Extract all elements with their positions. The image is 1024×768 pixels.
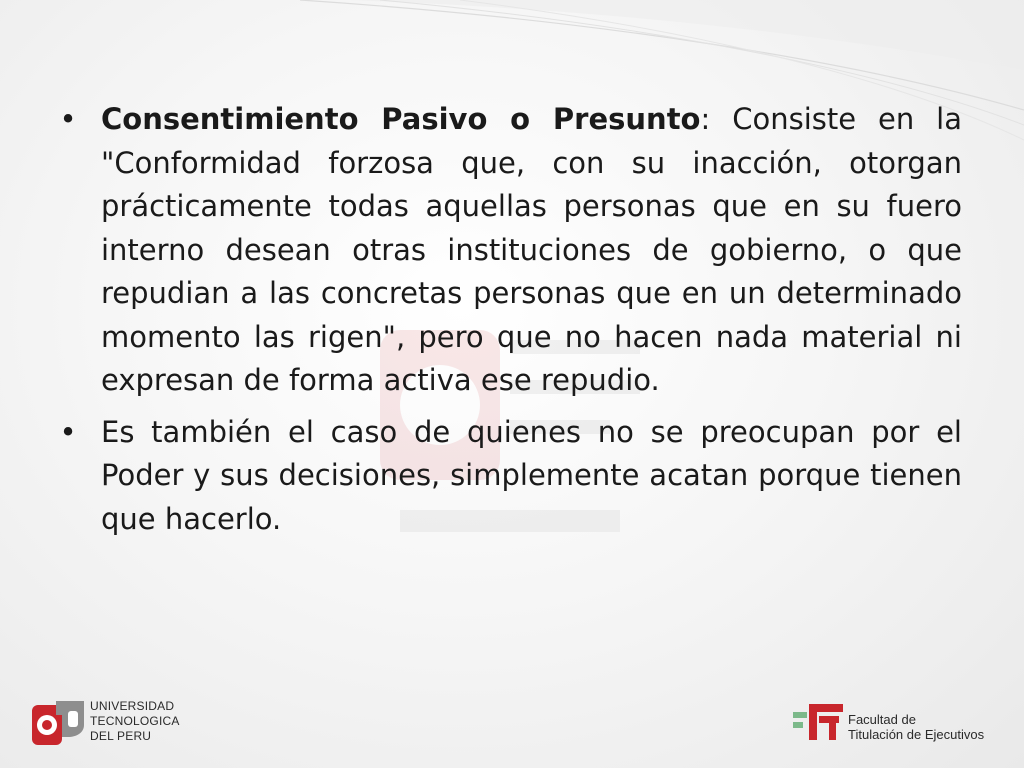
utp-logo [30, 695, 190, 755]
utp-logo-text [90, 699, 180, 744]
bullet-text: Es también el caso de quienes no se preocupan por el Poder y sus decisiones, simplemente acatan porque tienen que hacerlo. [101, 414, 962, 536]
bullet-dot: • [59, 102, 77, 136]
bullet-dot: • [59, 414, 77, 449]
utp-logo-mark-icon [30, 695, 86, 751]
fte-logo-mark-icon [793, 700, 845, 744]
slide-content [58, 98, 962, 549]
fte-logo-text [848, 712, 984, 742]
bullet-text: Consiste en la "Conformidad forzosa que, con su inacción, otorgan prácticamente todas aquellas personas que en su fuero interno desean otras instituciones de gobierno, o que repudian a las concretas personas que en un determinado momento las rigen", pero que no hacen nada material ni expresan de forma activa ese repudio. [101, 102, 962, 397]
fte-line-2: Titulación de Ejecutivos [848, 727, 985, 742]
bullet-item-1 [58, 98, 962, 403]
utp-line-3: DEL PERU [90, 729, 152, 743]
fte-logo [793, 700, 1008, 750]
fte-line-1: Facultad de [848, 712, 916, 727]
utp-line-1: UNIVERSIDAD [90, 699, 175, 713]
bullet-bold-term: Consentimiento Pasivo o Presunto [101, 102, 701, 136]
bullet-item-2 [58, 411, 962, 542]
utp-line-2: TECNOLOGICA [90, 714, 180, 728]
bullet-separator: : [700, 102, 711, 136]
